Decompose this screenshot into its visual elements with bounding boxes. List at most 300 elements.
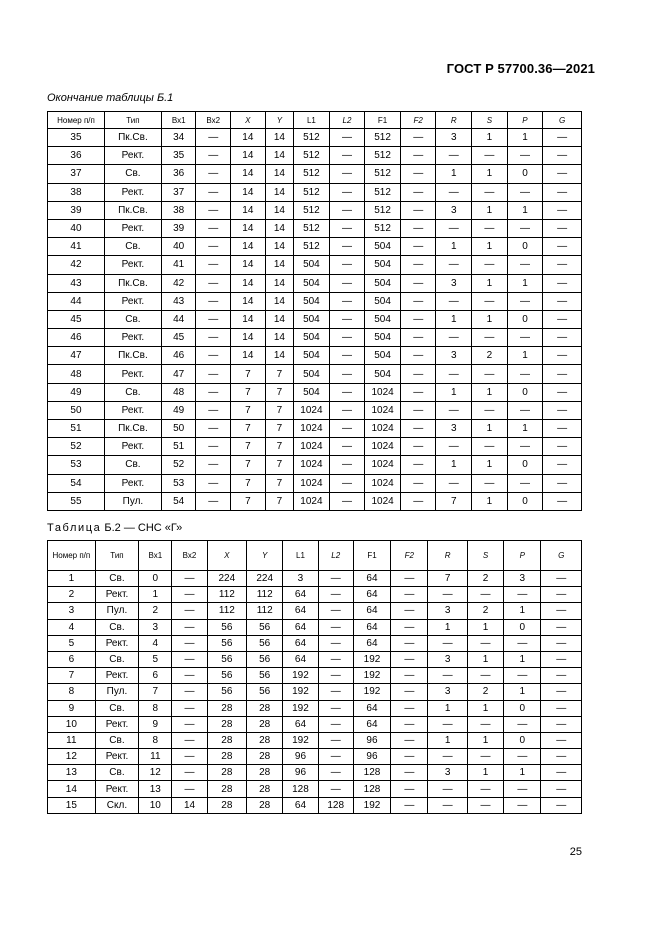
table-cell: — (467, 781, 503, 797)
table-cell: — (391, 765, 428, 781)
table-cell: — (400, 310, 436, 328)
table-cell: — (391, 716, 428, 732)
table-cell: 7 (139, 684, 172, 700)
table-row (48, 603, 582, 619)
table-cell: 1024 (365, 438, 401, 456)
table-cell: 14 (231, 183, 266, 201)
table-cell: — (543, 129, 582, 147)
table-cell: 2 (467, 603, 503, 619)
column-header: F1 (365, 112, 401, 129)
table-row (48, 749, 582, 765)
table-cell: Рект. (104, 474, 161, 492)
table-cell: — (196, 347, 231, 365)
table-cell: — (172, 716, 207, 732)
table-cell: 9 (48, 700, 96, 716)
table-cell: 7 (231, 492, 266, 510)
table-cell: 14 (265, 219, 293, 237)
table-cell: 7 (231, 383, 266, 401)
table-cell: Рект. (104, 438, 161, 456)
table-cell: — (504, 668, 541, 684)
table-cell: — (436, 474, 472, 492)
table-cell: — (400, 238, 436, 256)
table-cell: 50 (48, 401, 105, 419)
table-cell: — (329, 201, 365, 219)
table-cell: — (543, 492, 582, 510)
table-cell: 28 (247, 749, 283, 765)
table-cell: 56 (247, 619, 283, 635)
table-cell: — (507, 183, 543, 201)
table-cell: 14 (265, 310, 293, 328)
table-cell: — (318, 700, 353, 716)
column-header: Вх2 (172, 541, 207, 571)
table-cell: 11 (139, 749, 172, 765)
table-cell: 14 (231, 274, 266, 292)
table-cell: 1024 (294, 401, 330, 419)
table-cell: 3 (436, 129, 472, 147)
table-cell: — (541, 651, 582, 667)
column-header: Номер п/п (48, 541, 96, 571)
table-cell: — (329, 329, 365, 347)
table-cell: 11 (48, 732, 96, 748)
table-cell: 3 (504, 571, 541, 587)
table-cell: — (400, 147, 436, 165)
table-cell: 7 (265, 474, 293, 492)
table-cell: — (196, 492, 231, 510)
table-cell: 12 (48, 749, 96, 765)
table-b2 (47, 540, 582, 814)
table-cell: 28 (207, 716, 246, 732)
table-cell: 2 (467, 684, 503, 700)
table-cell: 14 (265, 238, 293, 256)
table-cell: — (467, 635, 503, 651)
table-row (48, 651, 582, 667)
table-cell: 128 (283, 781, 318, 797)
table-cell: 48 (161, 383, 196, 401)
column-header: Y (247, 541, 283, 571)
table-cell: 14 (265, 292, 293, 310)
table-cell: 112 (247, 587, 283, 603)
table-cell: 44 (48, 292, 105, 310)
table-cell: — (541, 635, 582, 651)
table-cell: — (543, 474, 582, 492)
table-cell: 44 (161, 310, 196, 328)
table-cell: — (428, 749, 467, 765)
table-row (48, 684, 582, 700)
table-cell: 4 (48, 619, 96, 635)
table1-caption: Окончание таблицы Б.1 (47, 92, 174, 104)
table-cell: — (543, 420, 582, 438)
table-cell: — (507, 147, 543, 165)
table-row (48, 365, 582, 383)
table-cell: 14 (265, 165, 293, 183)
table-row (48, 438, 582, 456)
table-cell: 64 (353, 587, 390, 603)
table-row (48, 619, 582, 635)
table-cell: — (436, 292, 472, 310)
table-cell: — (196, 401, 231, 419)
table-cell: — (196, 274, 231, 292)
column-header: Y (265, 112, 293, 129)
page-number: 25 (569, 846, 582, 858)
table-cell: 14 (231, 256, 266, 274)
table-cell: 512 (365, 147, 401, 165)
table-cell: — (391, 619, 428, 635)
table-cell: 28 (247, 781, 283, 797)
table-cell: 0 (504, 619, 541, 635)
column-header: P (507, 112, 543, 129)
table-cell: 14 (231, 329, 266, 347)
table-cell: 504 (294, 329, 330, 347)
table-cell: 54 (48, 474, 105, 492)
table-cell: 39 (48, 201, 105, 219)
table-cell: — (400, 219, 436, 237)
table-cell: — (318, 765, 353, 781)
table-cell: 43 (161, 292, 196, 310)
table-cell: Рект. (104, 365, 161, 383)
table-cell: 14 (265, 256, 293, 274)
table-cell: 14 (265, 274, 293, 292)
table-cell: 14 (231, 310, 266, 328)
table-cell: — (436, 219, 472, 237)
table-cell: 14 (231, 219, 266, 237)
table-cell: 34 (161, 129, 196, 147)
table-cell: — (329, 147, 365, 165)
table-row (48, 183, 582, 201)
table-cell: 56 (207, 635, 246, 651)
table-cell: Св. (95, 619, 139, 635)
table-cell: — (329, 420, 365, 438)
table-cell: 1 (472, 165, 508, 183)
table-cell: — (172, 635, 207, 651)
table-cell: 512 (365, 165, 401, 183)
table-cell: — (172, 587, 207, 603)
table-cell: — (329, 383, 365, 401)
table2-caption-label: Таблица (47, 522, 102, 534)
table-cell: — (400, 401, 436, 419)
table-cell: 7 (265, 420, 293, 438)
table-cell: 28 (207, 732, 246, 748)
table-cell: — (329, 474, 365, 492)
table-cell: 112 (207, 603, 246, 619)
table-cell: 1 (139, 587, 172, 603)
table-cell: 3 (436, 201, 472, 219)
table-cell: 13 (139, 781, 172, 797)
table-cell: 1 (472, 274, 508, 292)
table-cell: 0 (507, 165, 543, 183)
table-cell: 1024 (294, 492, 330, 510)
table-cell: 14 (231, 347, 266, 365)
table-cell: — (507, 365, 543, 383)
table-cell: 14 (231, 129, 266, 147)
table-cell: Св. (104, 310, 161, 328)
table-cell: — (467, 587, 503, 603)
table-cell: 3 (48, 603, 96, 619)
table-cell: 36 (161, 165, 196, 183)
table-cell: 1 (436, 238, 472, 256)
table-cell: 64 (283, 651, 318, 667)
table-cell: 1 (467, 700, 503, 716)
table-cell: Рект. (95, 635, 139, 651)
table-cell: — (507, 292, 543, 310)
table-cell: — (196, 147, 231, 165)
table-cell: 28 (247, 732, 283, 748)
table-cell: 504 (294, 347, 330, 365)
table-cell: 43 (48, 274, 105, 292)
table-cell: 42 (48, 256, 105, 274)
table-cell: — (196, 456, 231, 474)
table-cell: 49 (161, 401, 196, 419)
table-cell: 1024 (365, 492, 401, 510)
column-header: S (467, 541, 503, 571)
table-cell: — (400, 329, 436, 347)
table-cell: — (329, 365, 365, 383)
table-cell: 3 (436, 420, 472, 438)
column-header: L1 (294, 112, 330, 129)
table-cell: 52 (161, 456, 196, 474)
table-cell: Пк.Св. (104, 129, 161, 147)
table-cell: — (196, 420, 231, 438)
table-cell: 0 (504, 700, 541, 716)
table-cell: 28 (207, 797, 246, 813)
table-cell: 6 (48, 651, 96, 667)
table-cell: — (329, 165, 365, 183)
table-cell: 512 (294, 219, 330, 237)
table-cell: — (467, 716, 503, 732)
table1-header-row (48, 112, 582, 129)
table-cell: 53 (161, 474, 196, 492)
table-cell: Пк.Св. (104, 201, 161, 219)
table-cell: 7 (231, 420, 266, 438)
table-cell: — (472, 365, 508, 383)
table-cell: 0 (139, 571, 172, 587)
table-cell: 96 (283, 749, 318, 765)
table-cell: 48 (48, 365, 105, 383)
table-cell: 1 (507, 129, 543, 147)
table-cell: 1 (472, 383, 508, 401)
table-cell: 35 (48, 129, 105, 147)
table-cell: — (196, 129, 231, 147)
table-cell: — (172, 651, 207, 667)
table-cell: — (329, 347, 365, 365)
table-cell: 1 (472, 201, 508, 219)
table-cell: 1 (472, 310, 508, 328)
table-cell: Св. (95, 651, 139, 667)
table-cell: 52 (48, 438, 105, 456)
column-header: G (541, 541, 582, 571)
table-cell: Рект. (104, 219, 161, 237)
table-cell: — (318, 651, 353, 667)
table-cell: 1 (48, 571, 96, 587)
table-row (48, 716, 582, 732)
table-cell: 504 (365, 238, 401, 256)
table-cell: — (329, 292, 365, 310)
table-row (48, 329, 582, 347)
table-cell: — (400, 474, 436, 492)
table-cell: 504 (294, 292, 330, 310)
table-row (48, 765, 582, 781)
table-cell: 112 (207, 587, 246, 603)
table-cell: 28 (207, 749, 246, 765)
table-cell: — (428, 635, 467, 651)
table-cell: 3 (428, 765, 467, 781)
table-cell: 53 (48, 456, 105, 474)
table-cell: 1 (472, 238, 508, 256)
table-cell: — (467, 749, 503, 765)
table-cell: — (472, 183, 508, 201)
table-cell: 0 (507, 310, 543, 328)
table-cell: — (318, 716, 353, 732)
table-cell: — (507, 438, 543, 456)
table-cell: Пул. (104, 492, 161, 510)
table-cell: — (543, 365, 582, 383)
table-cell: 7 (231, 365, 266, 383)
table-cell: 51 (161, 438, 196, 456)
table-cell: 1024 (365, 456, 401, 474)
table-cell: Св. (104, 456, 161, 474)
table-cell: 512 (294, 165, 330, 183)
table-cell: 14 (48, 781, 96, 797)
table-cell: 7 (265, 492, 293, 510)
table-cell: — (172, 700, 207, 716)
table-row (48, 797, 582, 813)
table-cell: 192 (353, 684, 390, 700)
table-cell: 1024 (294, 456, 330, 474)
table-cell: — (196, 183, 231, 201)
table-cell: Св. (95, 700, 139, 716)
table-cell: — (428, 668, 467, 684)
table-cell: 64 (353, 603, 390, 619)
table-cell: 1 (472, 420, 508, 438)
table-row (48, 238, 582, 256)
table-cell: Рект. (104, 147, 161, 165)
table-cell: — (329, 438, 365, 456)
table-cell: 504 (294, 383, 330, 401)
table-cell: — (318, 603, 353, 619)
table2-header-row (48, 541, 582, 571)
table-cell: 55 (48, 492, 105, 510)
table-cell: — (436, 147, 472, 165)
table-cell: — (196, 474, 231, 492)
table-cell: 1 (472, 129, 508, 147)
table-cell: 96 (353, 732, 390, 748)
table-row (48, 383, 582, 401)
column-header: Тип (95, 541, 139, 571)
table-cell: — (172, 781, 207, 797)
table-cell: 28 (207, 700, 246, 716)
table-cell: 1 (507, 201, 543, 219)
table-cell: — (196, 438, 231, 456)
table-cell: 51 (48, 420, 105, 438)
table-cell: 2 (48, 587, 96, 603)
table-cell: 40 (161, 238, 196, 256)
table-cell: 64 (353, 700, 390, 716)
table-cell: — (541, 619, 582, 635)
table-cell: — (507, 219, 543, 237)
table-cell: 28 (207, 781, 246, 797)
table-cell: 7 (48, 668, 96, 684)
table-cell: 14 (231, 238, 266, 256)
table-cell: 38 (48, 183, 105, 201)
table-cell: — (318, 635, 353, 651)
table-cell: 128 (353, 765, 390, 781)
table-cell: 14 (231, 292, 266, 310)
column-header: Номер п/п (48, 112, 105, 129)
table-cell: 504 (294, 256, 330, 274)
table-cell: — (504, 635, 541, 651)
table-row (48, 571, 582, 587)
table-cell: — (318, 684, 353, 700)
table-cell: 1 (507, 347, 543, 365)
column-header: P (504, 541, 541, 571)
table-cell: — (196, 256, 231, 274)
column-header: Тип (104, 112, 161, 129)
table-cell: — (196, 329, 231, 347)
table-cell: — (543, 383, 582, 401)
table-cell: 512 (365, 201, 401, 219)
table-cell: 112 (247, 603, 283, 619)
table-cell: — (391, 587, 428, 603)
table-cell: Св. (95, 732, 139, 748)
table-cell: — (400, 256, 436, 274)
table-cell: — (196, 365, 231, 383)
table-cell: 192 (283, 732, 318, 748)
table-row (48, 456, 582, 474)
table-cell: — (329, 238, 365, 256)
table-row (48, 310, 582, 328)
table1-body (48, 129, 582, 511)
table-cell: — (543, 201, 582, 219)
table-cell: — (541, 732, 582, 748)
column-header: Вх1 (139, 541, 172, 571)
table-cell: 1 (467, 619, 503, 635)
table-cell: 512 (294, 129, 330, 147)
table-cell: 37 (48, 165, 105, 183)
table-cell: 1 (504, 684, 541, 700)
table-cell: 64 (283, 603, 318, 619)
table-cell: 8 (139, 732, 172, 748)
table-cell: 1024 (365, 383, 401, 401)
table-cell: 14 (231, 201, 266, 219)
table-cell: 1 (436, 310, 472, 328)
table-cell: Рект. (104, 401, 161, 419)
table-cell: — (172, 732, 207, 748)
table-cell: — (543, 256, 582, 274)
table-cell: 504 (294, 310, 330, 328)
table-cell: — (472, 219, 508, 237)
table-cell: 56 (207, 619, 246, 635)
table-cell: Пул. (95, 603, 139, 619)
table-cell: — (318, 587, 353, 603)
table-cell: — (318, 668, 353, 684)
table-cell: — (428, 797, 467, 813)
table-cell: 0 (507, 492, 543, 510)
table-cell: — (472, 147, 508, 165)
table-cell: 3 (283, 571, 318, 587)
table-cell: 504 (294, 274, 330, 292)
table-cell: — (391, 635, 428, 651)
table-cell: — (543, 401, 582, 419)
table-cell: 504 (365, 292, 401, 310)
table-cell: 1 (436, 165, 472, 183)
table-cell: 7 (231, 438, 266, 456)
table-cell: 8 (48, 684, 96, 700)
table-cell: 504 (365, 365, 401, 383)
table-cell: 512 (365, 129, 401, 147)
table-cell: 504 (294, 365, 330, 383)
table-cell: 7 (428, 571, 467, 587)
table-cell: Св. (104, 238, 161, 256)
table-row (48, 474, 582, 492)
